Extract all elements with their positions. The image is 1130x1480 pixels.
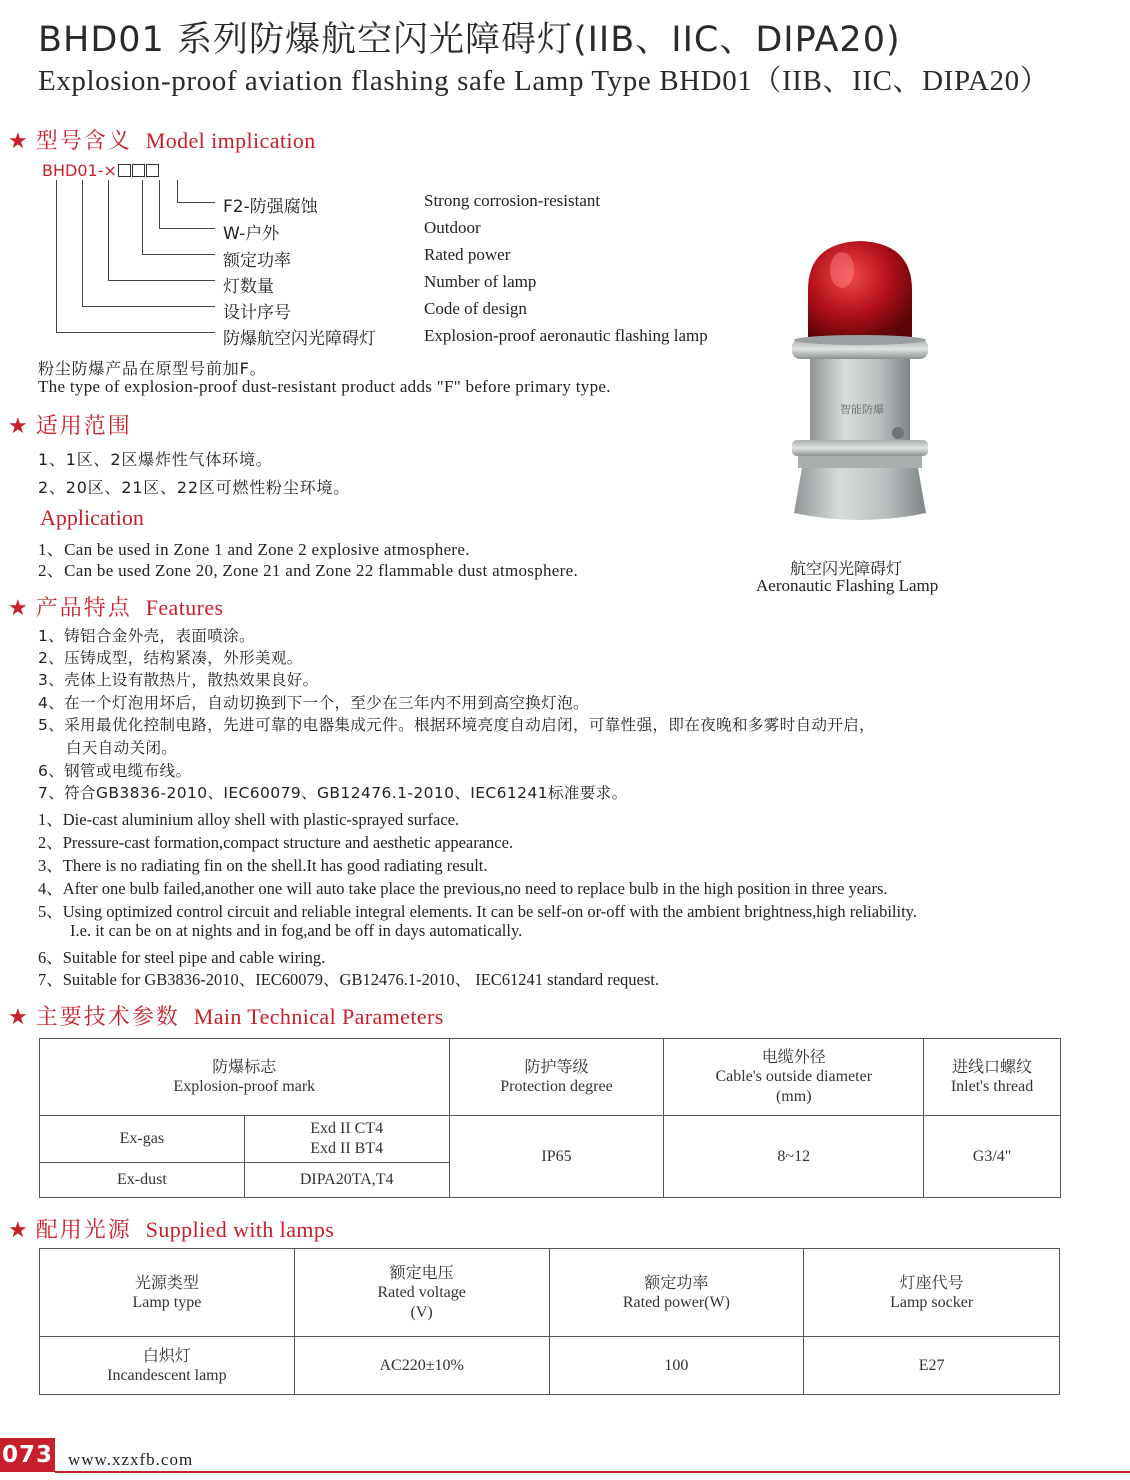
lamps-header-power: 额定功率 Rated power(W) bbox=[549, 1249, 804, 1337]
feature-item-cn: 3、壳体上设有散热片，散热效果良好。 bbox=[38, 671, 319, 689]
scope-item-cn: 2、20区、21区、22区可燃性粉尘环境。 bbox=[38, 478, 351, 497]
lamps-header-socket: 灯座代号 Lamp socker bbox=[804, 1249, 1060, 1337]
feature-item-en: 4、After one bulb failed,another one will auto take place the previous,no need to replace bulb in the high position in three years. bbox=[38, 879, 888, 898]
page-number: 073 bbox=[0, 1438, 55, 1472]
placeholder-box-icon bbox=[118, 164, 131, 177]
page-title-cn: BHD01 系列防爆航空闪光障碍灯(IIB、IIC、DIPA20) bbox=[38, 20, 901, 60]
feature-item-cn: 6、钢管或电缆布线。 bbox=[38, 762, 192, 780]
lamps-table bbox=[39, 1248, 1060, 1395]
lamp-power-value: 100 bbox=[549, 1337, 804, 1395]
section-model-heading: ★ 型号含义 Model implication bbox=[8, 128, 316, 154]
model-item-cn: 灯数量 bbox=[223, 277, 274, 297]
product-caption-cn: 航空闪光障碍灯 bbox=[790, 559, 903, 578]
scope-item-en: 1、Can be used in Zone 1 and Zone 2 explosive atmosphere. bbox=[38, 540, 470, 559]
gas-label: Ex-gas bbox=[40, 1116, 245, 1163]
model-item-en: Number of lamp bbox=[424, 272, 537, 291]
params-header-thread: 进线口螺纹 Inlet's thread bbox=[924, 1039, 1061, 1116]
placeholder-box-icon bbox=[132, 164, 145, 177]
section-scope-heading: ★ 适用范围 bbox=[8, 414, 132, 439]
feature-item-cn: 白天自动关闭。 bbox=[66, 739, 178, 757]
scope-item-en: 2、Can be used Zone 20, Zone 21 and Zone 22 flammable dust atmosphere. bbox=[38, 561, 579, 580]
product-caption-en: Aeronautic Flashing Lamp bbox=[756, 576, 939, 595]
model-item-cn: F2-防强腐蚀 bbox=[223, 197, 318, 217]
params-header-cable: 电缆外径 Cable's outside diameter (mm) bbox=[664, 1039, 924, 1116]
model-note-en: The type of explosion-proof dust-resistant product adds "F" before primary type. bbox=[38, 377, 611, 396]
star-icon: ★ bbox=[8, 1005, 28, 1030]
product-lamp-image bbox=[780, 235, 940, 525]
feature-item-cn: 2、压铸成型，结构紧凑，外形美观。 bbox=[38, 649, 303, 667]
gas-marks: Exd II CT4 Exd II BT4 bbox=[244, 1116, 449, 1163]
table-row bbox=[40, 1337, 1060, 1395]
feature-item-en: 5、Using optimized control circuit and reliable integral elements. It can be self-on or-off with the ambient brightness,high reliability. bbox=[38, 902, 917, 921]
section-features-heading: ★ 产品特点 Features bbox=[8, 595, 224, 621]
star-icon: ★ bbox=[8, 129, 28, 154]
lamp-type-value: 白炽灯 Incandescent lamp bbox=[40, 1337, 295, 1395]
product-body-text: 智能防爆 bbox=[840, 403, 884, 416]
footer-url[interactable]: www.xzxfb.com bbox=[68, 1450, 194, 1469]
star-icon: ★ bbox=[8, 596, 28, 621]
lamp-voltage-value: AC220±10% bbox=[294, 1337, 549, 1395]
scope-item-cn: 1、1区、2区爆炸性气体环境。 bbox=[38, 450, 273, 469]
model-item-en: Code of design bbox=[424, 299, 527, 318]
model-item-en: Rated power bbox=[424, 245, 511, 264]
feature-item-en: I.e. it can be on at nights and in fog,and be off in days automatically. bbox=[70, 921, 523, 940]
feature-item-en: 3、There is no radiating fin on the shell.It has good radiating result. bbox=[38, 856, 488, 875]
feature-item-en: 1、Die-cast aluminium alloy shell with plastic-sprayed surface. bbox=[38, 810, 460, 829]
star-icon: ★ bbox=[8, 414, 28, 439]
feature-item-cn: 1、铸铝合金外壳，表面喷涂。 bbox=[38, 627, 255, 645]
params-header-mark: 防爆标志 Explosion-proof mark bbox=[40, 1039, 450, 1116]
lamp-socket-value: E27 bbox=[804, 1337, 1060, 1395]
section-application-heading: Application bbox=[40, 505, 144, 530]
dust-label: Ex-dust bbox=[40, 1163, 245, 1198]
model-note-cn: 粉尘防爆产品在原型号前加F。 bbox=[38, 359, 267, 378]
lamps-header-row bbox=[40, 1249, 1060, 1337]
model-item-cn: W-户外 bbox=[223, 224, 280, 244]
model-item-en: Explosion-proof aeronautic flashing lamp bbox=[424, 326, 708, 345]
feature-item-en: 6、Suitable for steel pipe and cable wiring. bbox=[38, 948, 326, 967]
table-row bbox=[40, 1116, 1061, 1163]
feature-item-cn: 7、符合GB3836-2010、IEC60079、GB12476.1-2010、IEC61241标准要求。 bbox=[38, 784, 628, 802]
thread-value: G3/4" bbox=[924, 1116, 1061, 1198]
model-item-cn: 设计序号 bbox=[223, 303, 291, 323]
star-icon: ★ bbox=[8, 1218, 28, 1243]
lamps-header-voltage: 额定电压 Rated voltage (V) bbox=[294, 1249, 549, 1337]
section-lamps-heading: ★ 配用光源 Supplied with lamps bbox=[8, 1217, 335, 1243]
footer-divider bbox=[55, 1471, 1130, 1473]
model-item-cn: 额定功率 bbox=[223, 251, 291, 271]
params-header-protection: 防护等级 Protection degree bbox=[449, 1039, 664, 1116]
feature-item-en: 7、Suitable for GB3836-2010、IEC60079、GB12476.1-2010、 IEC61241 standard request. bbox=[38, 970, 659, 989]
feature-item-en: 2、Pressure-cast formation,compact structure and aesthetic appearance. bbox=[38, 833, 514, 852]
model-code: BHD01-× bbox=[42, 161, 159, 180]
protection-value: IP65 bbox=[449, 1116, 664, 1198]
dust-mark: DIPA20TA,T4 bbox=[244, 1163, 449, 1198]
params-table bbox=[39, 1038, 1061, 1198]
model-item-cn: 防爆航空闪光障碍灯 bbox=[223, 329, 376, 349]
params-header-row bbox=[40, 1039, 1061, 1116]
model-item-en: Outdoor bbox=[424, 218, 481, 237]
page-title-en: Explosion-proof aviation flashing safe Lamp Type BHD01（IIB、IIC、DIPA20） bbox=[38, 65, 1050, 97]
feature-item-cn: 5、采用最优化控制电路，先进可靠的电器集成元件。根据环境亮度自动启闭，可靠性强，即在夜晚和多雾时自动开启， bbox=[38, 716, 876, 734]
placeholder-box-icon bbox=[146, 164, 159, 177]
feature-item-cn: 4、在一个灯泡用坏后，自动切换到下一个，至少在三年内不用到高空换灯泡。 bbox=[38, 694, 589, 712]
section-params-heading: ★ 主要技术参数 Main Technical Parameters bbox=[8, 1004, 444, 1030]
model-item-en: Strong corrosion-resistant bbox=[424, 191, 601, 210]
cable-value: 8~12 bbox=[664, 1116, 924, 1198]
lamps-header-type: 光源类型 Lamp type bbox=[40, 1249, 295, 1337]
